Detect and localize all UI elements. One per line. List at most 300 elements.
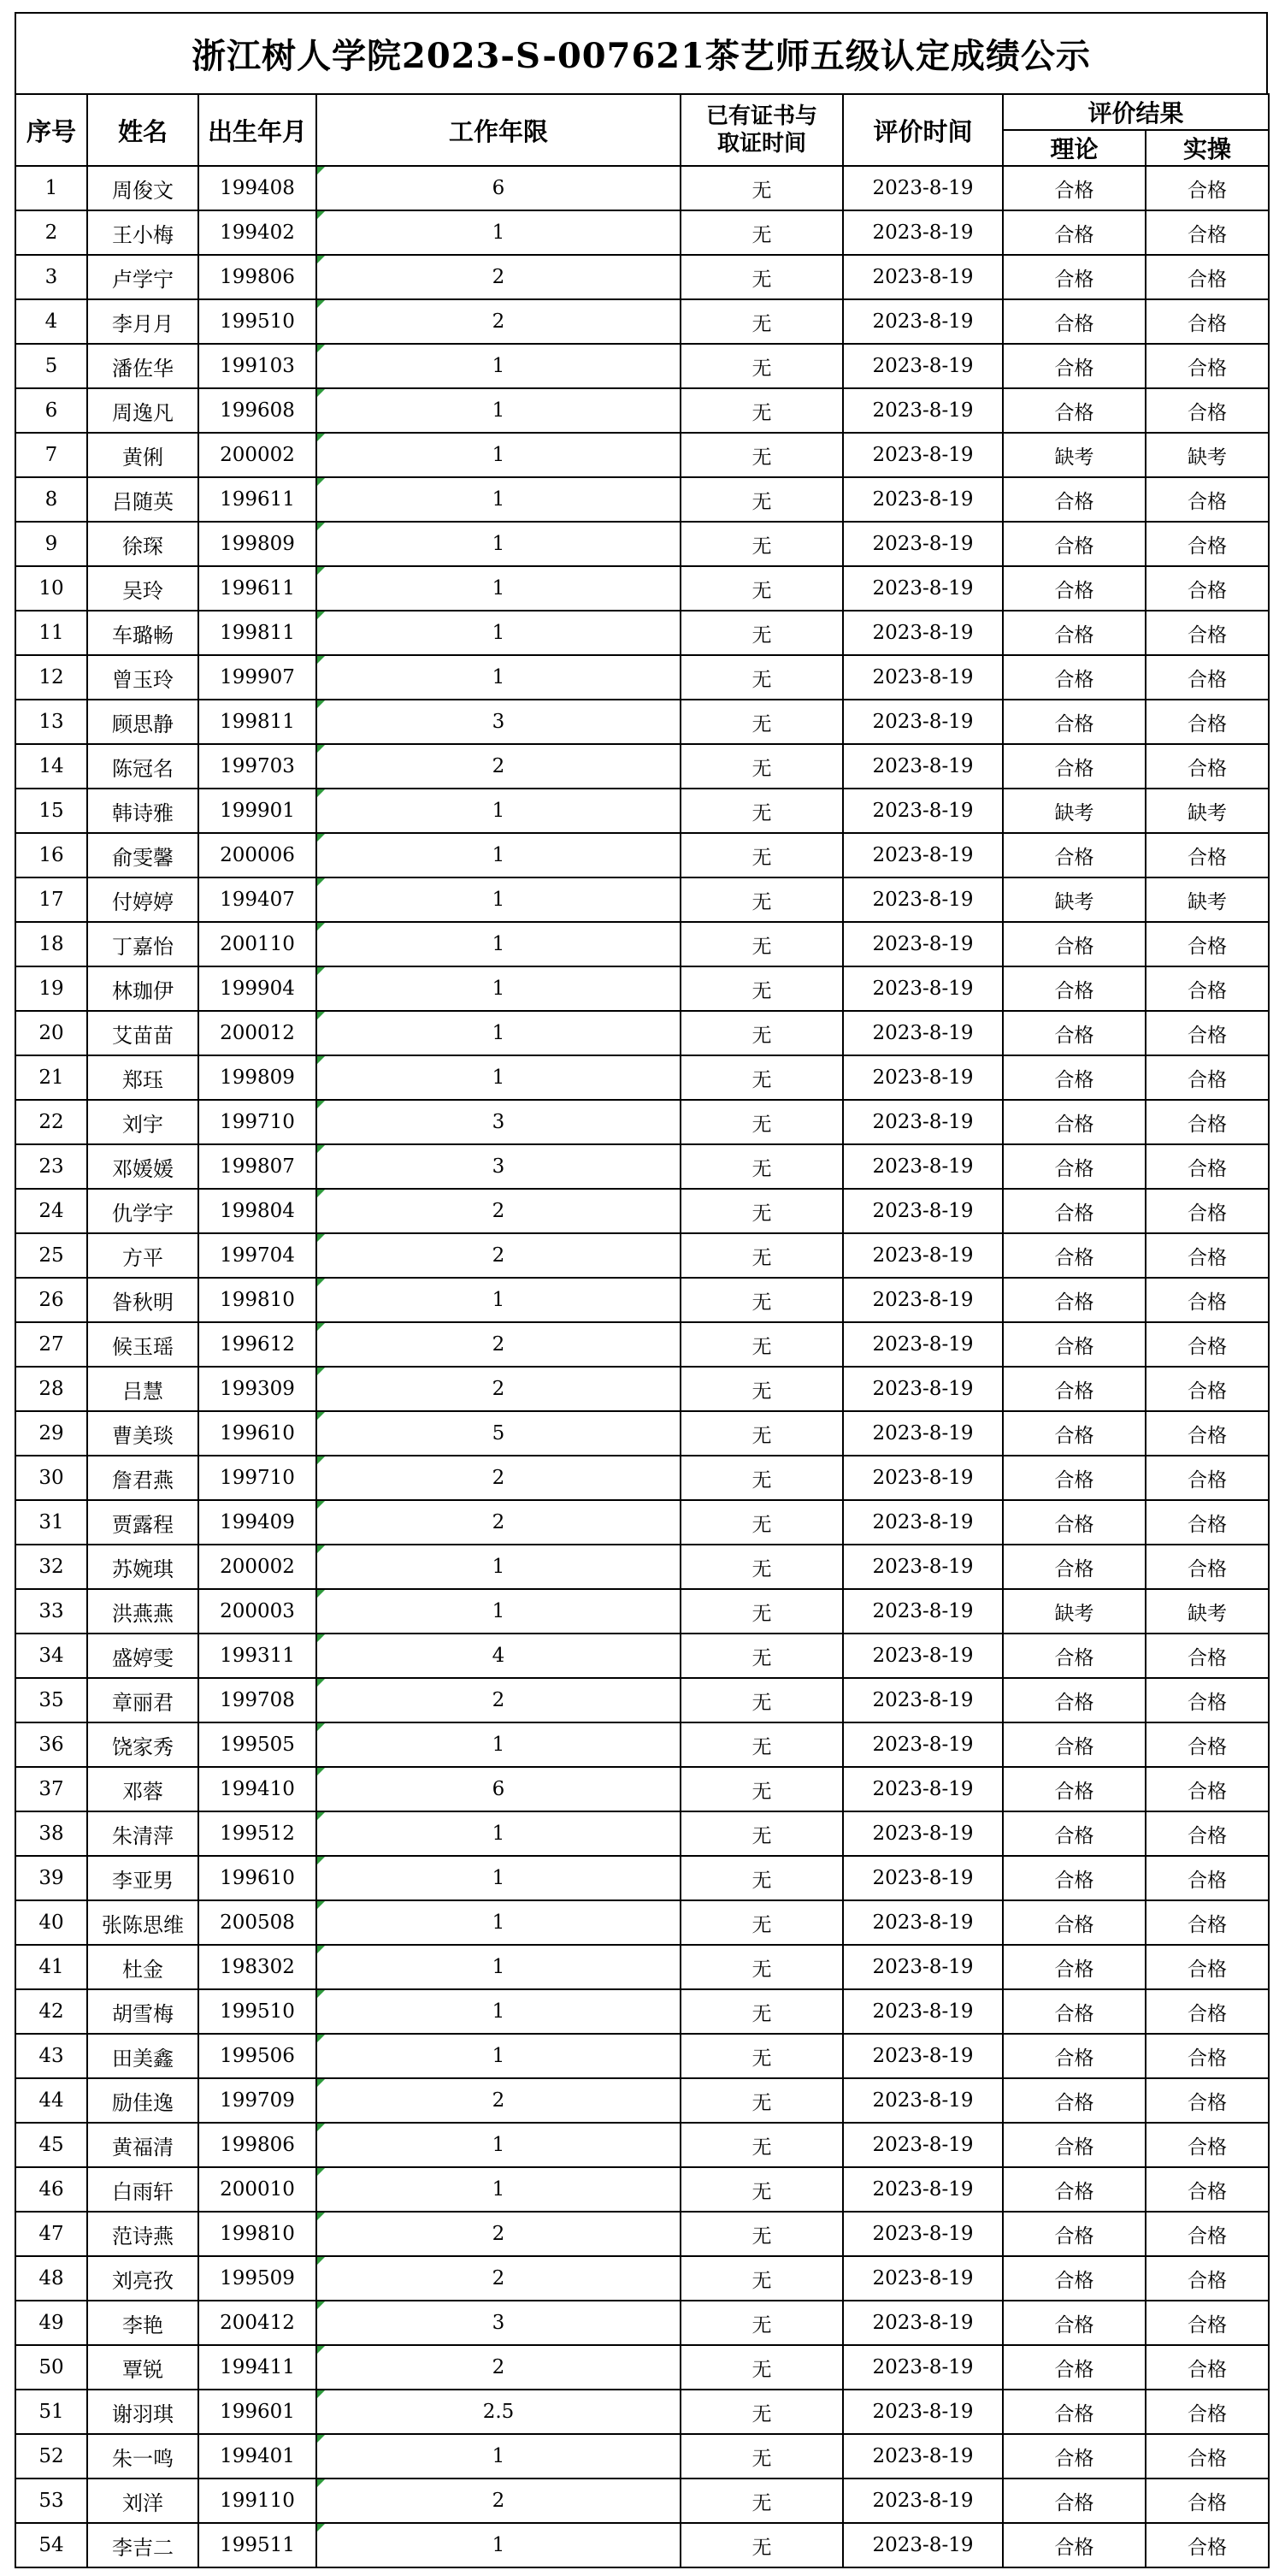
cell-name: 胡雪梅 [87, 1989, 198, 2034]
cell-years [316, 2301, 681, 2345]
cell-cert: 无 [681, 1856, 843, 1900]
cell-eval-date: 2023-8-19 [843, 1500, 1003, 1545]
cell-practice: 合格 [1146, 1945, 1269, 1989]
cell-cert: 无 [681, 2167, 843, 2212]
cell-birth: 199704 [198, 1233, 316, 1278]
cell-seq: 13 [15, 700, 87, 744]
table-row [15, 2523, 1269, 2567]
cell-cert: 无 [681, 744, 843, 789]
cell-eval-date: 2023-8-19 [843, 2345, 1003, 2390]
cell-seq: 50 [15, 2345, 87, 2390]
cell-corner-marker [317, 2257, 325, 2265]
cell-birth: 199311 [198, 1634, 316, 1678]
cell-theory: 合格 [1003, 522, 1146, 566]
cell-practice: 合格 [1146, 611, 1269, 655]
cell-corner-marker [317, 1012, 325, 1019]
cell-cert: 无 [681, 922, 843, 966]
cell-years-value: 2 [492, 2089, 505, 2112]
cell-birth: 199809 [198, 1055, 316, 1100]
cell-name: 顾思静 [87, 700, 198, 744]
cell-eval-date: 2023-8-19 [843, 1989, 1003, 2034]
cell-years [316, 477, 681, 522]
cell-years [316, 1634, 681, 1678]
cell-seq: 34 [15, 1634, 87, 1678]
cell-years [316, 1278, 681, 1322]
cell-name: 刘洋 [87, 2479, 198, 2523]
table-row [15, 2345, 1269, 2390]
cell-cert: 无 [681, 1811, 843, 1856]
cell-years-value: 1 [492, 1022, 505, 1044]
cell-years [316, 1945, 681, 1989]
cell-seq: 21 [15, 1055, 87, 1100]
table-row [15, 1722, 1269, 1767]
cell-theory: 合格 [1003, 2301, 1146, 2345]
cell-cert: 无 [681, 1767, 843, 1811]
cell-eval-date: 2023-8-19 [843, 344, 1003, 388]
cell-years [316, 1367, 681, 1411]
cell-years-value: 1 [492, 933, 505, 955]
cell-practice: 合格 [1146, 299, 1269, 344]
cell-seq: 30 [15, 1456, 87, 1500]
cell-birth: 199110 [198, 2479, 316, 2523]
cell-theory: 合格 [1003, 2479, 1146, 2523]
cell-eval-date: 2023-8-19 [843, 1055, 1003, 1100]
cell-years-value: 1 [492, 1911, 505, 1934]
cell-name: 曹美琰 [87, 1411, 198, 1456]
cell-practice: 合格 [1146, 1545, 1269, 1589]
cell-corner-marker [317, 1590, 325, 1598]
cell-name: 李月月 [87, 299, 198, 344]
cell-cert: 无 [681, 1055, 843, 1100]
cell-cert: 无 [681, 477, 843, 522]
cell-name: 刘亮孜 [87, 2256, 198, 2301]
table-row [15, 833, 1269, 877]
cell-seq: 10 [15, 566, 87, 611]
table-row [15, 1678, 1269, 1722]
cell-birth: 199810 [198, 1278, 316, 1322]
cell-name: 洪燕燕 [87, 1589, 198, 1634]
cell-seq: 17 [15, 877, 87, 922]
cell-years-value: 2.5 [482, 2401, 515, 2423]
cell-seq: 4 [15, 299, 87, 344]
cell-years-value: 1 [492, 577, 505, 600]
cell-birth: 199510 [198, 1989, 316, 2034]
table-row [15, 789, 1269, 833]
cell-name: 励佳逸 [87, 2078, 198, 2123]
cell-theory: 合格 [1003, 344, 1146, 388]
cell-years-value: 2 [492, 266, 505, 288]
cell-eval-date: 2023-8-19 [843, 1634, 1003, 1678]
cell-eval-date: 2023-8-19 [843, 433, 1003, 477]
cell-years-value: 1 [492, 800, 505, 822]
cell-eval-date: 2023-8-19 [843, 2034, 1003, 2078]
cell-eval-date: 2023-8-19 [843, 1189, 1003, 1233]
cell-seq: 9 [15, 522, 87, 566]
cell-corner-marker [317, 1857, 325, 1864]
cell-years-value: 1 [492, 978, 505, 1000]
cell-theory: 合格 [1003, 2078, 1146, 2123]
cell-theory: 合格 [1003, 1144, 1146, 1189]
cell-years [316, 166, 681, 210]
table-row [15, 2212, 1269, 2256]
cell-corner-marker [317, 1768, 325, 1775]
cell-years-value: 1 [492, 2445, 505, 2467]
cell-years-value: 1 [492, 1556, 505, 1578]
cell-theory: 合格 [1003, 2345, 1146, 2390]
cell-eval-date: 2023-8-19 [843, 700, 1003, 744]
cell-eval-date: 2023-8-19 [843, 611, 1003, 655]
cell-practice: 合格 [1146, 744, 1269, 789]
cell-eval-date: 2023-8-19 [843, 2078, 1003, 2123]
cell-cert: 无 [681, 1678, 843, 1722]
cell-practice: 合格 [1146, 1055, 1269, 1100]
cell-name: 仇学宇 [87, 1189, 198, 1233]
cell-birth: 199810 [198, 2212, 316, 2256]
cell-seq: 53 [15, 2479, 87, 2523]
cell-birth: 199807 [198, 1144, 316, 1189]
cell-years-value: 1 [492, 1956, 505, 1978]
cell-corner-marker [317, 2524, 325, 2532]
cell-eval-date: 2023-8-19 [843, 1100, 1003, 1144]
cell-practice: 合格 [1146, 166, 1269, 210]
cell-years-value: 2 [492, 310, 505, 333]
cell-years-value: 2 [492, 755, 505, 777]
table-row [15, 611, 1269, 655]
table-row [15, 700, 1269, 744]
cell-years-value: 1 [492, 1066, 505, 1089]
cell-theory: 合格 [1003, 299, 1146, 344]
cell-years-value: 1 [492, 488, 505, 511]
table-row [15, 1055, 1269, 1100]
cell-birth: 199703 [198, 744, 316, 789]
cell-practice: 合格 [1146, 255, 1269, 299]
cell-years-value: 1 [492, 399, 505, 422]
cell-years-value: 1 [492, 622, 505, 644]
cell-theory: 合格 [1003, 255, 1146, 299]
cell-cert: 无 [681, 1634, 843, 1678]
cell-birth: 200508 [198, 1900, 316, 1945]
cell-years [316, 1055, 681, 1100]
cell-name: 昝秋明 [87, 1278, 198, 1322]
cell-practice: 缺考 [1146, 789, 1269, 833]
cell-corner-marker [317, 612, 325, 619]
page-title: 浙江树人学院2023-S-007621茶艺师五级认定成绩公示 [192, 36, 1091, 76]
cell-eval-date: 2023-8-19 [843, 2390, 1003, 2434]
cell-cert: 无 [681, 1100, 843, 1144]
cell-name: 林珈伊 [87, 966, 198, 1011]
cell-corner-marker [317, 256, 325, 263]
cell-practice: 缺考 [1146, 877, 1269, 922]
cell-eval-date: 2023-8-19 [843, 388, 1003, 433]
cell-seq: 48 [15, 2256, 87, 2301]
table-row [15, 1634, 1269, 1678]
cell-birth: 199407 [198, 877, 316, 922]
cell-years [316, 1322, 681, 1367]
cell-practice: 合格 [1146, 2078, 1269, 2123]
cell-years-value: 1 [492, 844, 505, 866]
cell-name: 杜金 [87, 1945, 198, 1989]
cell-years [316, 1811, 681, 1856]
cell-birth: 199612 [198, 1322, 316, 1367]
cell-corner-marker [317, 211, 325, 219]
cell-years-value: 2 [492, 1689, 505, 1711]
cell-years [316, 2078, 681, 2123]
cell-practice: 合格 [1146, 1322, 1269, 1367]
cell-theory: 缺考 [1003, 1589, 1146, 1634]
cell-name: 刘宇 [87, 1100, 198, 1144]
cell-eval-date: 2023-8-19 [843, 210, 1003, 255]
cell-cert: 无 [681, 1278, 843, 1322]
table-row [15, 1367, 1269, 1411]
cell-years [316, 611, 681, 655]
cell-cert: 无 [681, 522, 843, 566]
cell-cert: 无 [681, 2434, 843, 2479]
cell-years [316, 833, 681, 877]
cell-eval-date: 2023-8-19 [843, 744, 1003, 789]
cell-seq: 7 [15, 433, 87, 477]
cell-corner-marker [317, 1723, 325, 1731]
cell-theory: 合格 [1003, 1100, 1146, 1144]
cell-theory: 合格 [1003, 1411, 1146, 1456]
cell-years [316, 522, 681, 566]
cell-practice: 合格 [1146, 833, 1269, 877]
cell-seq: 16 [15, 833, 87, 877]
cell-practice: 合格 [1146, 1634, 1269, 1678]
cell-corner-marker [317, 2346, 325, 2354]
table-row [15, 1500, 1269, 1545]
header-seq: 序号 [15, 94, 87, 166]
cell-theory: 合格 [1003, 1233, 1146, 1278]
cell-years [316, 566, 681, 611]
cell-eval-date: 2023-8-19 [843, 1278, 1003, 1322]
cell-seq: 23 [15, 1144, 87, 1189]
cell-practice: 合格 [1146, 2167, 1269, 2212]
cell-years-value: 2 [492, 2490, 505, 2512]
cell-eval-date: 2023-8-19 [843, 2479, 1003, 2523]
cell-cert: 无 [681, 2212, 843, 2256]
cell-theory: 合格 [1003, 2034, 1146, 2078]
cell-years-value: 1 [492, 2534, 505, 2556]
table-row [15, 1144, 1269, 1189]
cell-corner-marker [317, 567, 325, 575]
table-row [15, 2301, 1269, 2345]
cell-eval-date: 2023-8-19 [843, 1900, 1003, 1945]
cell-corner-marker [317, 300, 325, 308]
cell-seq: 18 [15, 922, 87, 966]
cell-practice: 合格 [1146, 1367, 1269, 1411]
table-row [15, 1811, 1269, 1856]
table-row [15, 2034, 1269, 2078]
cell-eval-date: 2023-8-19 [843, 2212, 1003, 2256]
cell-years [316, 877, 681, 922]
cell-birth: 199611 [198, 477, 316, 522]
cell-practice: 合格 [1146, 1456, 1269, 1500]
cell-years-value: 1 [492, 2178, 505, 2201]
cell-name: 艾苗苗 [87, 1011, 198, 1055]
table-row [15, 566, 1269, 611]
cell-eval-date: 2023-8-19 [843, 1722, 1003, 1767]
cell-years [316, 1589, 681, 1634]
cell-years [316, 2523, 681, 2567]
table-row [15, 522, 1269, 566]
cell-corner-marker [317, 2435, 325, 2443]
cell-corner-marker [317, 1545, 325, 1553]
cell-theory: 合格 [1003, 1945, 1146, 1989]
cell-cert: 无 [681, 966, 843, 1011]
cell-birth: 199901 [198, 789, 316, 833]
cell-theory: 合格 [1003, 2167, 1146, 2212]
cell-years [316, 1100, 681, 1144]
cell-name: 吴玲 [87, 566, 198, 611]
header-result: 评价结果 [1003, 94, 1269, 130]
cell-years [316, 1144, 681, 1189]
cell-years-value: 2 [492, 1467, 505, 1489]
cell-seq: 32 [15, 1545, 87, 1589]
cell-practice: 合格 [1146, 1767, 1269, 1811]
header-eval-time: 评价时间 [843, 94, 1003, 166]
cell-years [316, 1011, 681, 1055]
cell-practice: 合格 [1146, 2301, 1269, 2345]
cell-seq: 24 [15, 1189, 87, 1233]
cell-birth: 199409 [198, 1500, 316, 1545]
cell-corner-marker [317, 1234, 325, 1242]
cell-eval-date: 2023-8-19 [843, 1411, 1003, 1456]
cell-birth: 199411 [198, 2345, 316, 2390]
cell-cert: 无 [681, 344, 843, 388]
cell-years-value: 3 [492, 711, 505, 733]
cell-cert: 无 [681, 1367, 843, 1411]
cell-cert: 无 [681, 2523, 843, 2567]
cell-theory: 合格 [1003, 1322, 1146, 1367]
cell-theory: 合格 [1003, 966, 1146, 1011]
cell-eval-date: 2023-8-19 [843, 833, 1003, 877]
cell-years [316, 922, 681, 966]
table-row [15, 433, 1269, 477]
cell-birth: 199103 [198, 344, 316, 388]
cell-practice: 合格 [1146, 1011, 1269, 1055]
cell-seq: 45 [15, 2123, 87, 2167]
cell-practice: 合格 [1146, 1411, 1269, 1456]
table-row [15, 166, 1269, 210]
cell-cert: 无 [681, 2301, 843, 2345]
cell-seq: 33 [15, 1589, 87, 1634]
table-row [15, 1233, 1269, 1278]
cell-theory: 合格 [1003, 1278, 1146, 1322]
score-sheet [15, 12, 1268, 2568]
cell-birth: 199601 [198, 2390, 316, 2434]
cell-practice: 合格 [1146, 2479, 1269, 2523]
cell-practice: 合格 [1146, 922, 1269, 966]
cell-corner-marker [317, 1056, 325, 1064]
cell-eval-date: 2023-8-19 [843, 166, 1003, 210]
cell-corner-marker [317, 656, 325, 664]
cell-years-value: 2 [492, 1200, 505, 1222]
cell-theory: 合格 [1003, 2434, 1146, 2479]
cell-theory: 合格 [1003, 1055, 1146, 1100]
cell-theory: 合格 [1003, 2212, 1146, 2256]
cell-theory: 合格 [1003, 566, 1146, 611]
cell-name: 苏婉琪 [87, 1545, 198, 1589]
cell-years-value: 2 [492, 2267, 505, 2289]
cell-cert: 无 [681, 1456, 843, 1500]
cell-years-value: 3 [492, 1111, 505, 1133]
table-row [15, 1945, 1269, 1989]
cell-birth: 199708 [198, 1678, 316, 1722]
cell-name: 周俊文 [87, 166, 198, 210]
cell-birth: 198302 [198, 1945, 316, 1989]
cell-birth: 199806 [198, 2123, 316, 2167]
cell-eval-date: 2023-8-19 [843, 2167, 1003, 2212]
table-row [15, 2256, 1269, 2301]
cell-theory: 合格 [1003, 1856, 1146, 1900]
cell-eval-date: 2023-8-19 [843, 477, 1003, 522]
cell-cert: 无 [681, 299, 843, 344]
cell-corner-marker [317, 834, 325, 842]
cell-eval-date: 2023-8-19 [843, 966, 1003, 1011]
cell-years [316, 299, 681, 344]
cell-years [316, 388, 681, 433]
cell-birth: 199811 [198, 700, 316, 744]
cell-cert: 无 [681, 877, 843, 922]
cell-cert: 无 [681, 566, 843, 611]
table-row [15, 255, 1269, 299]
cell-seq: 19 [15, 966, 87, 1011]
cell-practice: 合格 [1146, 2212, 1269, 2256]
cell-practice: 合格 [1146, 2390, 1269, 2434]
table-row [15, 388, 1269, 433]
cell-name: 贾露程 [87, 1500, 198, 1545]
table-row [15, 1322, 1269, 1367]
cell-cert: 无 [681, 2345, 843, 2390]
cell-practice: 合格 [1146, 388, 1269, 433]
cell-name: 陈冠名 [87, 744, 198, 789]
cell-years-value: 1 [492, 666, 505, 688]
title-bar [15, 12, 1268, 93]
cell-cert: 无 [681, 1011, 843, 1055]
cell-eval-date: 2023-8-19 [843, 2123, 1003, 2167]
cell-name: 俞雯馨 [87, 833, 198, 877]
cell-theory: 合格 [1003, 1900, 1146, 1945]
cell-birth: 199610 [198, 1856, 316, 1900]
cell-practice: 合格 [1146, 2034, 1269, 2078]
cell-practice: 合格 [1146, 566, 1269, 611]
cell-corner-marker [317, 2301, 325, 2309]
cell-birth: 199809 [198, 522, 316, 566]
cell-seq: 51 [15, 2390, 87, 2434]
cell-seq: 37 [15, 1767, 87, 1811]
cell-eval-date: 2023-8-19 [843, 2301, 1003, 2345]
cell-birth: 200412 [198, 2301, 316, 2345]
cell-cert: 无 [681, 611, 843, 655]
cell-corner-marker [317, 789, 325, 797]
table-row [15, 299, 1269, 344]
cell-years-value: 5 [492, 1422, 505, 1445]
cell-practice: 合格 [1146, 2434, 1269, 2479]
cell-birth: 199410 [198, 1767, 316, 1811]
cell-years [316, 2256, 681, 2301]
cell-eval-date: 2023-8-19 [843, 1589, 1003, 1634]
cell-name: 韩诗雅 [87, 789, 198, 833]
cell-seq: 39 [15, 1856, 87, 1900]
cell-practice: 合格 [1146, 210, 1269, 255]
cell-theory: 合格 [1003, 388, 1146, 433]
cell-seq: 47 [15, 2212, 87, 2256]
cell-years-value: 1 [492, 1867, 505, 1889]
cell-name: 朱清萍 [87, 1811, 198, 1856]
cell-practice: 合格 [1146, 344, 1269, 388]
cell-eval-date: 2023-8-19 [843, 922, 1003, 966]
cell-years [316, 2345, 681, 2390]
